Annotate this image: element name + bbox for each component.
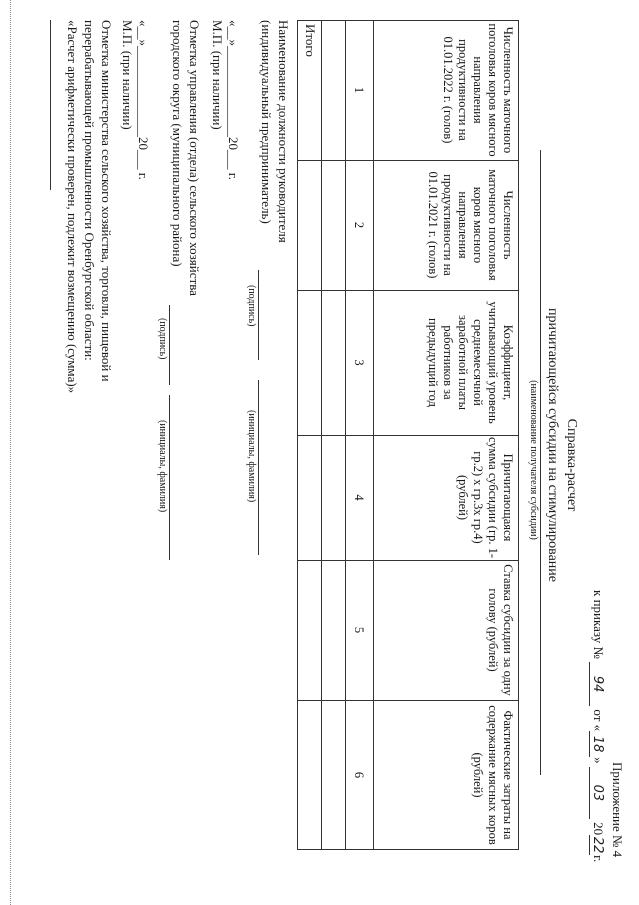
col-number-2: 2 <box>352 221 366 229</box>
doc-title: Справка-расчет <box>564 418 579 512</box>
date-suffix: г. <box>591 855 606 863</box>
col-number-5: 5 <box>352 626 366 634</box>
row-divider <box>321 20 322 850</box>
sig1-stamp-place: М.П. (при наличии) <box>210 20 225 130</box>
sig1-caption-name: (инициалы, фамилия) <box>246 410 257 503</box>
doc-subtitle: причитающейся субсидии на стимулирование <box>545 308 560 582</box>
sig2-name-line <box>169 395 170 560</box>
col-number-3: 3 <box>352 359 366 366</box>
date-year-handwritten: 22 <box>590 836 605 854</box>
sig1-sign-line <box>258 270 259 360</box>
date-day-handwritten: 18 <box>589 731 605 757</box>
date-from: от « <box>591 709 606 732</box>
ministry-note-line3: «Расчет арифметически проверен, подлежит возмещению (сумма)» <box>65 20 80 394</box>
sig2-sign-line <box>169 305 170 385</box>
sig1-name-line <box>258 380 259 555</box>
row-divider <box>345 20 346 850</box>
ministry-note-line2: перерабатывающей промышленности Оренбургской области: <box>82 20 97 361</box>
col-header-2: Численность маточного поголовья коров мясного направления продуктивности на 01.01.2021 г. (голов) <box>426 169 515 281</box>
sig2-caption-sign: (подпись) <box>157 318 168 360</box>
date-mid: » <box>591 757 606 764</box>
recipient-underline <box>540 150 541 775</box>
sig1-caption-sign: (подпись) <box>246 285 257 327</box>
ministry-note-line1: Отметка министерства сельского хозяйства, торговли, пищевой и <box>99 20 114 382</box>
date-year-prefix: 20 <box>591 822 606 836</box>
col-header-5: Причитающаяся сумма субсидии (гр. 1- гр.2) х гр.3х гр.4) (рублей) <box>456 437 515 559</box>
col-number-4: 4 <box>352 494 366 501</box>
col-divider <box>297 435 519 436</box>
col-divider <box>297 160 519 161</box>
col-number-6: 6 <box>352 771 366 779</box>
col-header-3: Коэффициент, учитывающий уровень среднемесячной заработной платы работников за предыдущий год <box>426 301 515 424</box>
row-divider <box>373 20 374 850</box>
sig1-position: Наименование должности руководителя <box>276 20 291 243</box>
col-number-1: 1 <box>352 86 366 94</box>
total-row-label: Итого <box>303 24 318 57</box>
col-header-6: Фактические затраты на содержание мясных коров (рублей) <box>471 705 515 845</box>
appendix-title: Приложение № 4 <box>610 762 625 858</box>
col-header-1: Численность маточного поголовья коров мясного направления продуктивности на 01.01.2022 г. (голов) <box>441 23 515 157</box>
col-divider <box>297 700 519 701</box>
subsidy-table <box>297 20 519 850</box>
sig2-caption-name: (инициалы, фамилия) <box>157 420 168 513</box>
sig2-district: городского округа (муниципального района) <box>170 20 185 267</box>
sig2-date-line: «__»______________20___ г. <box>136 20 151 180</box>
sig2-stamp-place: М.П. (при наличии) <box>120 20 135 130</box>
sig1-entrepreneur: (индивидуальный предприниматель) <box>259 20 274 224</box>
date-month-handwritten: 03 <box>589 767 605 819</box>
ministry-note-underline <box>50 20 51 190</box>
col-divider <box>297 290 519 291</box>
scan-edge-line <box>10 0 11 905</box>
appendix-order-line <box>589 590 606 862</box>
order-number-handwritten: 94 <box>589 662 605 706</box>
sig1-date-line: «__»______________20___ г. <box>226 20 241 180</box>
col-divider <box>297 560 519 561</box>
order-prefix: к приказу № <box>591 590 606 659</box>
sig2-department: Отметка управления (отдела) сельского хозяйства <box>187 20 202 296</box>
recipient-caption: (наименование получателя субсидии) <box>528 380 539 540</box>
col-header-4: Ставка субсидии за одну голову (рублей) <box>486 564 515 696</box>
